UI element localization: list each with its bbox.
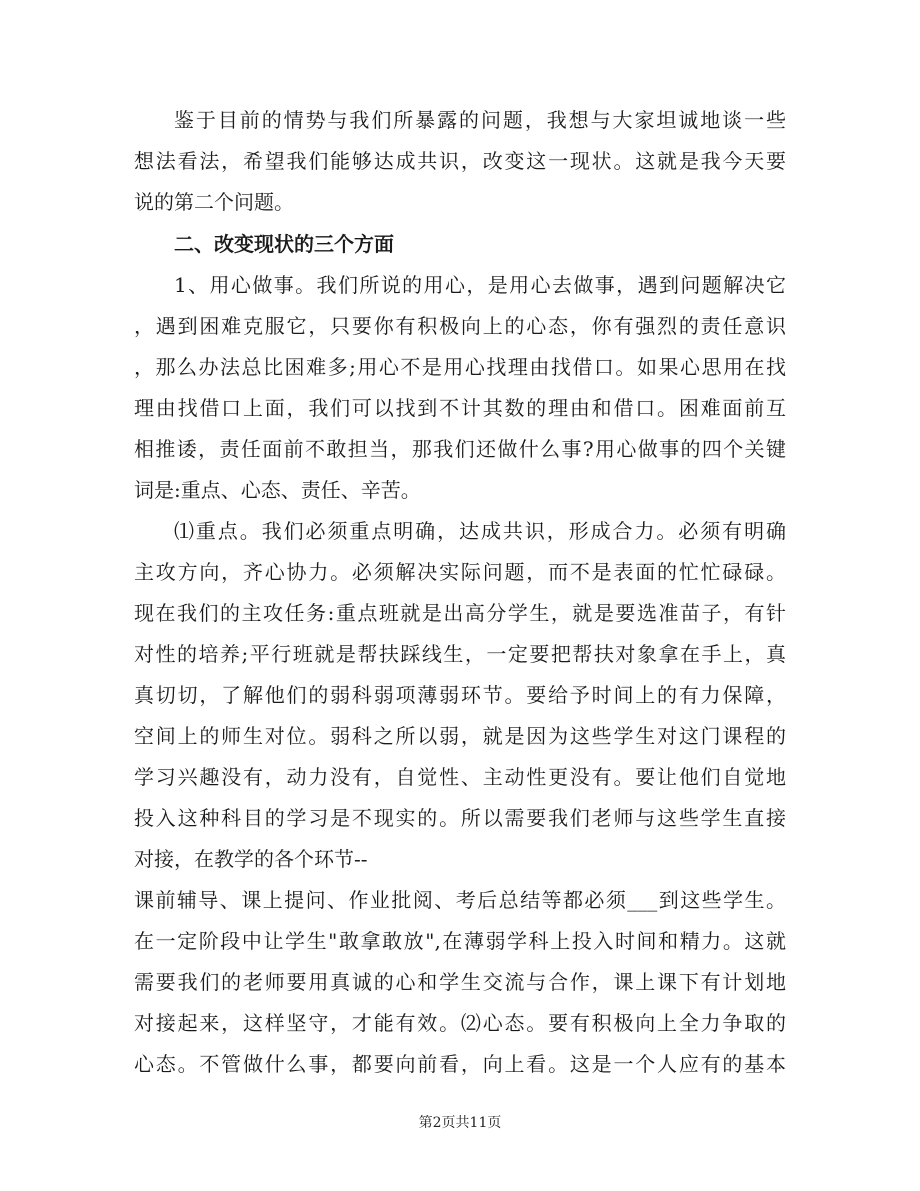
text-line: 对接，在教学的各个环节--	[134, 847, 368, 871]
text-line: 想法看法，希望我们能够达成共识，改变这一现状。这就是我今天要	[134, 149, 786, 173]
text-line: 现在我们的主攻任务:重点班就是出高分学生，就是要选准苗子，有针	[134, 601, 786, 625]
text-line: 说的第二个问题。	[134, 190, 294, 214]
page-number: 第2页共11页	[418, 1115, 502, 1131]
text-line: 词是:重点、心态、责任、辛苦。	[134, 478, 421, 502]
text-line: 空间上的师生对位。弱科之所以弱，就是因为这些学生对这门课程的	[134, 724, 786, 748]
text-line: 需要我们的老师要用真诚的心和学生交流与合作，课上课下有计划地	[134, 970, 786, 994]
text-line: ⑴重点。我们必须重点明确，达成共识，形成合力。必须有明确	[174, 519, 786, 543]
text-line: 理由找借口上面，我们可以找到不计其数的理由和借口。困难面前互	[134, 396, 786, 420]
text-line: 心态。不管做什么事，都要向前看，向上看。这是一个人应有的基本	[134, 1052, 786, 1076]
text-line: 课前辅导、课上提问、作业批阅、考后总结等都必须___到这些学生。	[134, 888, 786, 912]
text-line: 真切切，了解他们的弱科弱项薄弱环节。要给予时间上的有力保障，	[134, 683, 786, 707]
text-line: 主攻方向，齐心协力。必须解决实际问题，而不是表面的忙忙碌碌。	[134, 560, 786, 584]
text-line: 学习兴趣没有，动力没有，自觉性、主动性更没有。要让他们自觉地	[134, 765, 786, 789]
text-line: 鉴于目前的情势与我们所暴露的问题，我想与大家坦诚地谈一些	[174, 108, 786, 132]
text-line: 投入这种科目的学习是不现实的。所以需要我们老师与这些学生直接	[134, 806, 786, 830]
text-line: ，那么办法总比困难多;用心不是用心找理由找借口。如果心思用在找	[134, 355, 786, 379]
text-line: 相推诿，责任面前不敢担当，那我们还做什么事?用心做事的四个关键	[134, 437, 786, 461]
text-line: 在一定阶段中让学生"敢拿敢放",在薄弱学科上投入时间和精力。这就	[134, 929, 786, 953]
section-heading: 二、改变现状的三个方面	[174, 232, 394, 256]
text-line: 对性的培养;平行班就是帮扶踩线生，一定要把帮扶对象拿在手上，真	[134, 642, 786, 666]
document-body	[134, 100, 786, 1085]
text-line: 对接起来，这样坚守，才能有效。⑵心态。要有积极向上全力争取的	[134, 1011, 786, 1035]
text-line: 1、用心做事。我们所说的用心，是用心去做事，遇到问题解决它	[174, 273, 786, 297]
text-line: ，遇到困难克服它，只要你有积极向上的心态，你有强烈的责任意识	[134, 314, 786, 338]
